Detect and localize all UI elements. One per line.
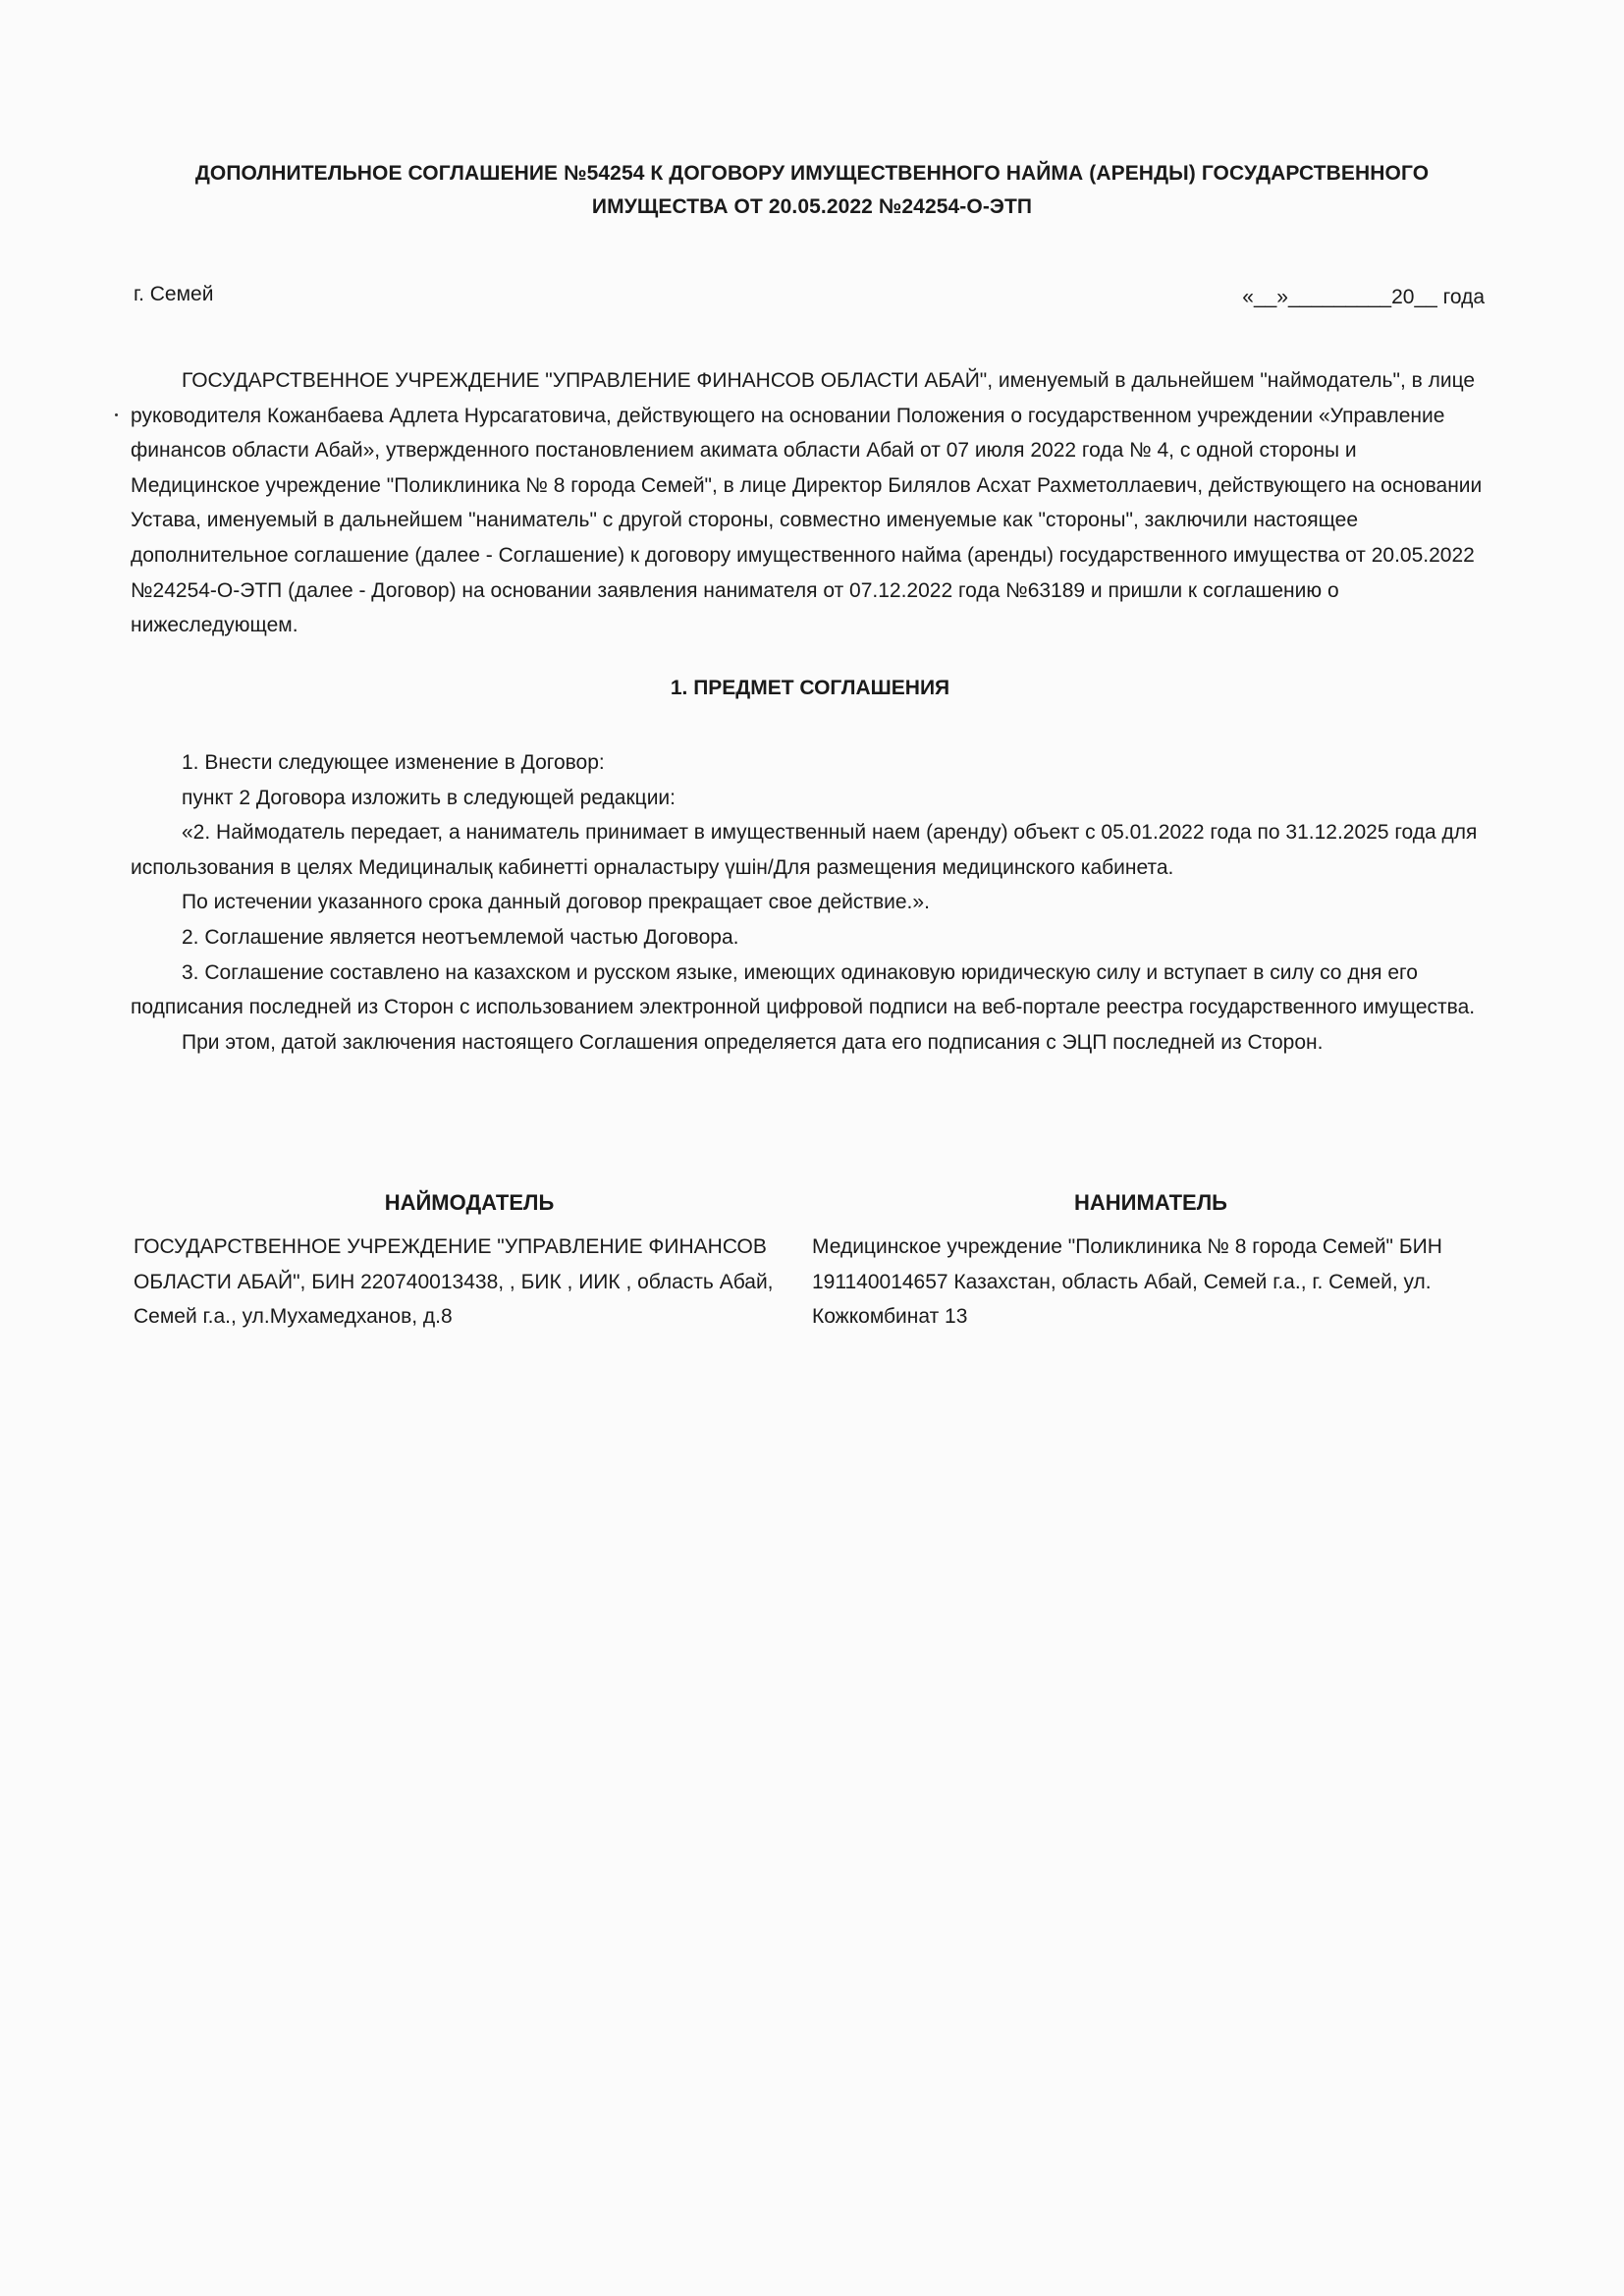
scan-speck <box>115 413 118 416</box>
clause-paragraph: По истечении указанного срока данный договор прекращает свое действие.». <box>182 891 930 914</box>
tenant-heading: НАНИМАТЕЛЬ <box>1074 1190 1227 1215</box>
landlord-heading: НАЙМОДАТЕЛЬ <box>384 1190 555 1215</box>
clause-paragraph: пункт 2 Договора изложить в следующей редакции: <box>182 786 676 809</box>
clauses-block <box>131 745 1489 1060</box>
clause-paragraph: При этом, датой заключения настоящего Соглашения определяется дата его подписания с ЭЦП последней из Сторон. <box>182 1030 1324 1054</box>
section-title: 1. ПРЕДМЕТ СОГЛАШЕНИЯ <box>670 677 950 699</box>
document-city: г. Семей <box>134 283 214 305</box>
document-title: ДОПОЛНИТЕЛЬНОЕ СОГЛАШЕНИЕ №54254 К ДОГОВОРУ ИМУЩЕСТВЕННОГО НАЙМА (АРЕНДЫ) ГОСУДАРСТВЕННОГО ИМУЩЕСТВА ОТ 20.05.2022 №24254-О-ЭТП <box>194 162 1430 218</box>
document-date-line: «__»_________20__ года <box>1242 286 1485 308</box>
clause-paragraph: «2. Наймодатель передает, а наниматель принимает в имущественный наем (аренду) объект с 05.01.2022 года по 31.12.2025 года для использования в целях Медициналық кабинетті орналастыру үшін/Для размещения медицинского кабинета. <box>131 821 1478 879</box>
clause-paragraph: 1. Внести следующее изменение в Договор: <box>182 751 605 774</box>
clause-paragraph: 3. Соглашение составлено на казахском и русском языке, имеющих одинаковую юридическую силу и вступает в силу со дня его подписания последней из Сторон с использованием электронной цифровой подписи на веб-портале реестра государственного имущества. <box>131 960 1476 1019</box>
landlord-details: ГОСУДАРСТВЕННОЕ УЧРЕЖДЕНИЕ "УПРАВЛЕНИЕ ФИНАНСОВ ОБЛАСТИ АБАЙ", БИН 220740013438, , БИК , ИИК , область Абай, Семей г.а., ул.Мухамедханов, д.8 <box>134 1235 774 1329</box>
tenant-details: Медицинское учреждение "Поликлиника № 8 города Семей" БИН 191140014657 Казахстан, область Абай, Семей г.а., г. Семей, ул. Кожкомбинат 13 <box>812 1235 1442 1329</box>
intro-paragraph: ГОСУДАРСТВЕННОЕ УЧРЕЖДЕНИЕ "УПРАВЛЕНИЕ ФИНАНСОВ ОБЛАСТИ АБАЙ", именуемый в дальнейшем "наймодатель", в лице руководителя Кожанбаева Адлета Нурсагатовича, действующего на основании Положения о государственном учреждении «Управление финансов области Абай», утвержденного постановлением акимата области Абай от 07 июля 2022 года № 4, с одной стороны и Медицинское учреждение "Поликлиника № 8 города Семей", в лице Директор Билялов Асхат Рахметоллаевич, действующего на основании Устава, именуемый в дальнейшем "наниматель" с другой стороны, совместно именуемые как "стороны", заключили настоящее дополнительное соглашение (далее - Соглашение) к договору имущественного найма (аренды) государственного имущества от 20.05.2022 №24254-О-ЭТП (далее - Договор) на основании заявления нанимателя от 07.12.2022 года №63189 и пришли к соглашению о нижеследующем. <box>131 369 1483 637</box>
clause-paragraph: 2. Соглашение является неотъемлемой частью Договора. <box>182 925 739 949</box>
